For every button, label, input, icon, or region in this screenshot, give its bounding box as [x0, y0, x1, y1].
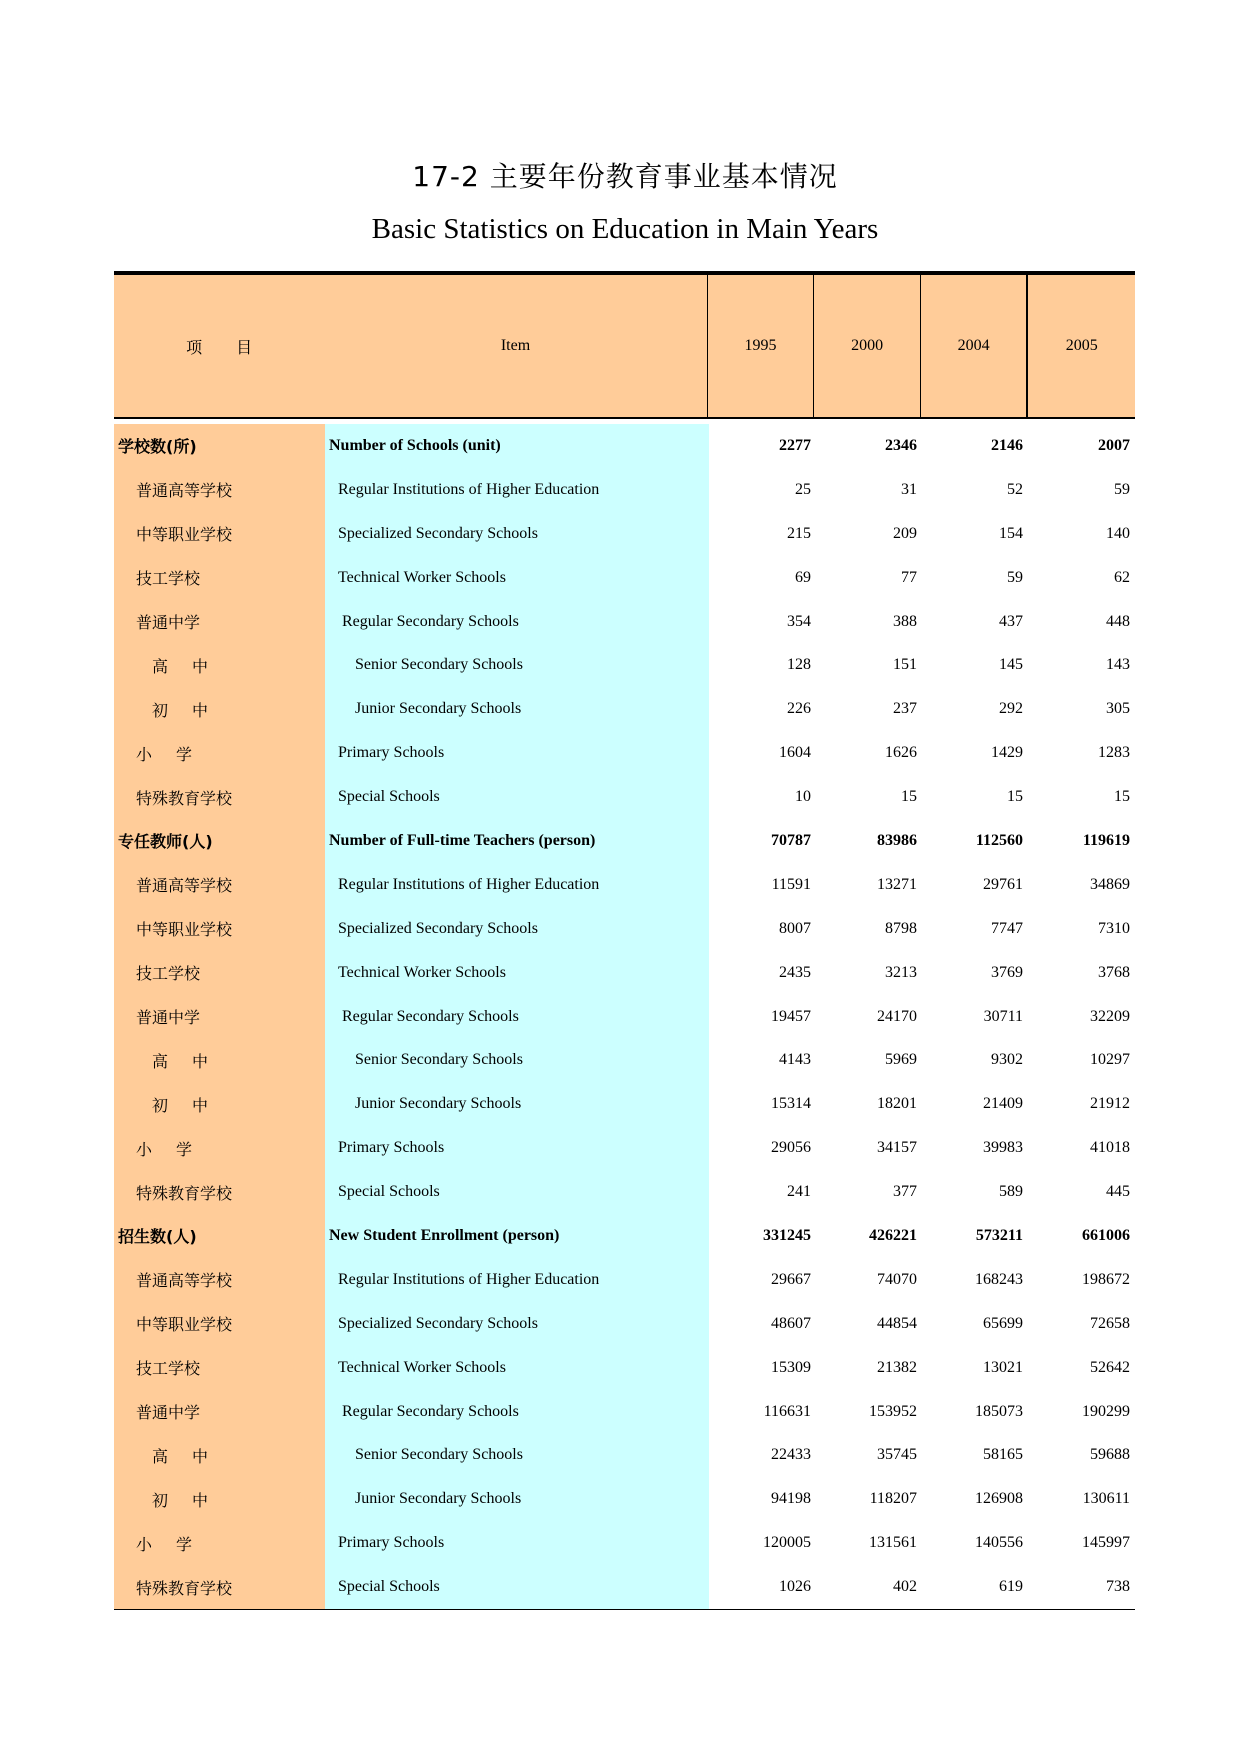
cell-value-2000: 2346 [885, 436, 917, 454]
cell-value-2000: 377 [893, 1183, 917, 1201]
cell-value-1995: 94198 [771, 1490, 811, 1508]
row-label-english: Regular Secondary Schools [325, 995, 709, 1039]
cell-value-2000: 21382 [877, 1358, 917, 1376]
cell-value-2005: 62 [1114, 568, 1130, 586]
cell-value-1995: 19457 [771, 1007, 811, 1025]
cell-value-2000: 209 [893, 524, 917, 542]
cell-value-2000: 83986 [877, 831, 917, 849]
cell-value-2000: 118207 [869, 1490, 917, 1508]
cell-value-2004: 29761 [983, 875, 1023, 893]
cell-value-1995: 69 [795, 568, 811, 586]
cell-value-2000: 5969 [885, 1051, 917, 1069]
cell-value-2005: 1283 [1098, 744, 1130, 762]
row-label-english: Senior Secondary Schools [325, 643, 709, 687]
row-label-chinese: 中等职业学校 [114, 907, 325, 951]
row-label-chinese: 小学 [114, 731, 325, 775]
cell-value-1995: 1026 [779, 1578, 811, 1596]
table-body [114, 419, 1135, 1609]
cell-value-1995: 331245 [763, 1226, 811, 1244]
cell-value-2004: 292 [999, 700, 1023, 718]
table-row [114, 1477, 1135, 1521]
row-label-chinese: 技工学校 [114, 1346, 325, 1390]
table-row [114, 731, 1135, 775]
row-label-english: Technical Worker Schools [325, 951, 709, 995]
header-year-2000: 2000 [814, 275, 921, 417]
cell-value-2000: 31 [901, 480, 917, 498]
cell-value-2005: 72658 [1090, 1314, 1130, 1332]
cell-value-1995: 29667 [771, 1270, 811, 1288]
table-row [114, 687, 1135, 731]
row-label-chinese: 初中 [114, 1477, 325, 1521]
cell-value-2004: 7747 [991, 919, 1023, 937]
cell-value-2005: 41018 [1090, 1139, 1130, 1157]
row-label-english: Special Schools [325, 775, 709, 819]
header-year-1995: 1995 [708, 275, 815, 417]
cell-value-1995: 48607 [771, 1314, 811, 1332]
cell-value-1995: 15314 [771, 1095, 811, 1113]
table-row [114, 1258, 1135, 1302]
cell-value-1995: 22433 [771, 1446, 811, 1464]
row-label-english: Regular Secondary Schools [325, 600, 709, 644]
cell-value-2000: 44854 [877, 1314, 917, 1332]
row-label-english: New Student Enrollment (person) [325, 1214, 709, 1258]
row-label-english: Regular Institutions of Higher Education [325, 863, 709, 907]
row-label-english: Primary Schools [325, 731, 709, 775]
cell-value-2000: 3213 [885, 963, 917, 981]
table-row [114, 1521, 1135, 1565]
row-label-english: Senior Secondary Schools [325, 1038, 709, 1082]
table-row [114, 1302, 1135, 1346]
cell-value-2000: 153952 [869, 1402, 917, 1420]
cell-value-2000: 35745 [877, 1446, 917, 1464]
cell-value-1995: 2435 [779, 963, 811, 981]
cell-value-2000: 13271 [877, 875, 917, 893]
cell-value-1995: 1604 [779, 744, 811, 762]
row-label-english: Specialized Secondary Schools [325, 907, 709, 951]
cell-value-2005: 10297 [1090, 1051, 1130, 1069]
table-row [114, 1346, 1135, 1390]
cell-value-2005: 140 [1106, 524, 1130, 542]
table-row [114, 1390, 1135, 1434]
cell-value-2005: 738 [1106, 1578, 1130, 1596]
cell-value-2000: 77 [901, 568, 917, 586]
education-statistics-table [114, 271, 1135, 1610]
row-label-chinese: 技工学校 [114, 951, 325, 995]
cell-value-2004: 1429 [991, 744, 1023, 762]
cell-value-2004: 58165 [983, 1446, 1023, 1464]
header-year-2004: 2004 [921, 275, 1029, 417]
cell-value-2005: 143 [1106, 656, 1130, 674]
row-label-chinese: 专任教师(人) [114, 819, 325, 863]
row-label-english: Regular Institutions of Higher Education [325, 468, 709, 512]
cell-value-2005: 52642 [1090, 1358, 1130, 1376]
cell-value-2004: 573211 [975, 1226, 1023, 1244]
cell-value-2000: 237 [893, 700, 917, 718]
cell-value-2004: 185073 [975, 1402, 1023, 1420]
page-title-chinese: 17-2 主要年份教育事业基本情况 [412, 160, 838, 193]
cell-value-2005: 190299 [1082, 1402, 1130, 1420]
row-label-chinese: 中等职业学校 [114, 512, 325, 556]
row-label-english: Junior Secondary Schools [325, 1477, 709, 1521]
cell-value-2005: 3768 [1098, 963, 1130, 981]
row-label-chinese: 高中 [114, 1433, 325, 1477]
row-label-chinese: 技工学校 [114, 556, 325, 600]
cell-value-1995: 4143 [779, 1051, 811, 1069]
cell-value-1995: 215 [787, 524, 811, 542]
row-label-chinese: 普通中学 [114, 995, 325, 1039]
cell-value-2000: 8798 [885, 919, 917, 937]
row-label-english: Specialized Secondary Schools [325, 512, 709, 556]
row-label-chinese: 小学 [114, 1126, 325, 1170]
row-label-chinese: 普通中学 [114, 1390, 325, 1434]
category-row [114, 819, 1135, 863]
cell-value-2005: 59688 [1090, 1446, 1130, 1464]
cell-value-2004: 52 [1007, 480, 1023, 498]
cell-value-2005: 34869 [1090, 875, 1130, 893]
row-label-english: Technical Worker Schools [325, 1346, 709, 1390]
cell-value-2000: 402 [893, 1578, 917, 1596]
cell-value-2005: 21912 [1090, 1095, 1130, 1113]
header-item-chinese: 项目 [186, 337, 287, 357]
cell-value-2005: 198672 [1082, 1270, 1130, 1288]
cell-value-2005: 305 [1106, 700, 1130, 718]
cell-value-1995: 10 [795, 788, 811, 806]
cell-value-1995: 116631 [763, 1402, 811, 1420]
table-row [114, 1170, 1135, 1214]
cell-value-2004: 154 [999, 524, 1023, 542]
row-label-chinese: 高中 [114, 643, 325, 687]
header-item-english: Item [324, 275, 707, 417]
cell-value-2000: 74070 [877, 1270, 917, 1288]
row-label-chinese: 初中 [114, 687, 325, 731]
row-label-english: Technical Worker Schools [325, 556, 709, 600]
cell-value-2005: 59 [1114, 480, 1130, 498]
cell-value-2005: 119619 [1082, 831, 1130, 849]
table-row [114, 643, 1135, 687]
cell-value-2004: 126908 [975, 1490, 1023, 1508]
row-label-english: Primary Schools [325, 1126, 709, 1170]
cell-value-2004: 112560 [975, 831, 1023, 849]
table-row [114, 1126, 1135, 1170]
cell-value-2005: 2007 [1098, 436, 1130, 454]
table-row [114, 995, 1135, 1039]
table-row [114, 907, 1135, 951]
table-bottom-rule [114, 1609, 1135, 1610]
cell-value-2004: 3769 [991, 963, 1023, 981]
row-label-chinese: 普通高等学校 [114, 863, 325, 907]
table-row [114, 556, 1135, 600]
cell-value-2004: 59 [1007, 568, 1023, 586]
cell-value-2000: 15 [901, 788, 917, 806]
cell-value-1995: 354 [787, 612, 811, 630]
cell-value-2004: 65699 [983, 1314, 1023, 1332]
cell-value-1995: 2277 [779, 436, 811, 454]
row-label-chinese: 小学 [114, 1521, 325, 1565]
row-label-chinese: 学校数(所) [114, 424, 325, 468]
row-label-english: Number of Full-time Teachers (person) [325, 819, 709, 863]
cell-value-1995: 120005 [763, 1534, 811, 1552]
row-label-english: Junior Secondary Schools [325, 687, 709, 731]
table-row [114, 863, 1135, 907]
cell-value-1995: 70787 [771, 831, 811, 849]
cell-value-2000: 18201 [877, 1095, 917, 1113]
cell-value-2004: 15 [1007, 788, 1023, 806]
cell-value-2000: 1626 [885, 744, 917, 762]
row-label-chinese: 普通高等学校 [114, 468, 325, 512]
row-label-english: Number of Schools (unit) [325, 424, 709, 468]
row-label-english: Senior Secondary Schools [325, 1433, 709, 1477]
row-label-english: Specialized Secondary Schools [325, 1302, 709, 1346]
cell-value-2005: 15 [1114, 788, 1130, 806]
cell-value-2000: 151 [893, 656, 917, 674]
table-row [114, 1038, 1135, 1082]
category-row [114, 424, 1135, 468]
cell-value-2004: 2146 [991, 436, 1023, 454]
row-label-english: Regular Institutions of Higher Education [325, 1258, 709, 1302]
cell-value-2005: 661006 [1082, 1226, 1130, 1244]
table-row [114, 600, 1135, 644]
table-row [114, 468, 1135, 512]
row-label-english: Special Schools [325, 1170, 709, 1214]
cell-value-1995: 29056 [771, 1139, 811, 1157]
row-label-chinese: 特殊教育学校 [114, 775, 325, 819]
category-row [114, 1214, 1135, 1258]
cell-value-2005: 130611 [1082, 1490, 1130, 1508]
table-row [114, 512, 1135, 556]
cell-value-2005: 145997 [1082, 1534, 1130, 1552]
cell-value-2000: 131561 [869, 1534, 917, 1552]
cell-value-2004: 145 [999, 656, 1023, 674]
cell-value-2004: 589 [999, 1183, 1023, 1201]
cell-value-1995: 241 [787, 1183, 811, 1201]
cell-value-2000: 426221 [869, 1226, 917, 1244]
row-label-chinese: 特殊教育学校 [114, 1170, 325, 1214]
cell-value-2004: 13021 [983, 1358, 1023, 1376]
cell-value-1995: 11591 [771, 875, 811, 893]
cell-value-1995: 15309 [771, 1358, 811, 1376]
row-label-chinese: 高中 [114, 1038, 325, 1082]
row-label-chinese: 初中 [114, 1082, 325, 1126]
row-label-english: Junior Secondary Schools [325, 1082, 709, 1126]
cell-value-2005: 448 [1106, 612, 1130, 630]
page-title-english: Basic Statistics on Education in Main Years [371, 213, 879, 245]
cell-value-2004: 168243 [975, 1270, 1023, 1288]
table-row [114, 1433, 1135, 1477]
cell-value-2005: 7310 [1098, 919, 1130, 937]
table-row [114, 1565, 1135, 1609]
row-label-chinese: 招生数(人) [114, 1214, 325, 1258]
cell-value-2004: 437 [999, 612, 1023, 630]
row-label-chinese: 普通中学 [114, 600, 325, 644]
row-label-chinese: 特殊教育学校 [114, 1565, 325, 1609]
cell-value-2005: 445 [1106, 1183, 1130, 1201]
cell-value-2004: 39983 [983, 1139, 1023, 1157]
header-year-2005: 2005 [1065, 337, 1098, 354]
row-label-chinese: 中等职业学校 [114, 1302, 325, 1346]
cell-value-2004: 21409 [983, 1095, 1023, 1113]
cell-value-1995: 226 [787, 700, 811, 718]
row-label-english: Primary Schools [325, 1521, 709, 1565]
cell-value-2004: 140556 [975, 1534, 1023, 1552]
table-row [114, 775, 1135, 819]
cell-value-2000: 388 [893, 612, 917, 630]
cell-value-1995: 25 [795, 480, 811, 498]
row-label-chinese: 普通高等学校 [114, 1258, 325, 1302]
cell-value-2004: 9302 [991, 1051, 1023, 1069]
cell-value-2004: 619 [999, 1578, 1023, 1596]
cell-value-2004: 30711 [983, 1007, 1023, 1025]
cell-value-2005: 32209 [1090, 1007, 1130, 1025]
table-header [114, 275, 1135, 419]
cell-value-2000: 34157 [877, 1139, 917, 1157]
row-label-english: Special Schools [325, 1565, 709, 1609]
cell-value-1995: 128 [787, 656, 811, 674]
row-label-english: Regular Secondary Schools [325, 1390, 709, 1434]
cell-value-2000: 24170 [877, 1007, 917, 1025]
cell-value-1995: 8007 [779, 919, 811, 937]
table-row [114, 951, 1135, 995]
table-row [114, 1082, 1135, 1126]
